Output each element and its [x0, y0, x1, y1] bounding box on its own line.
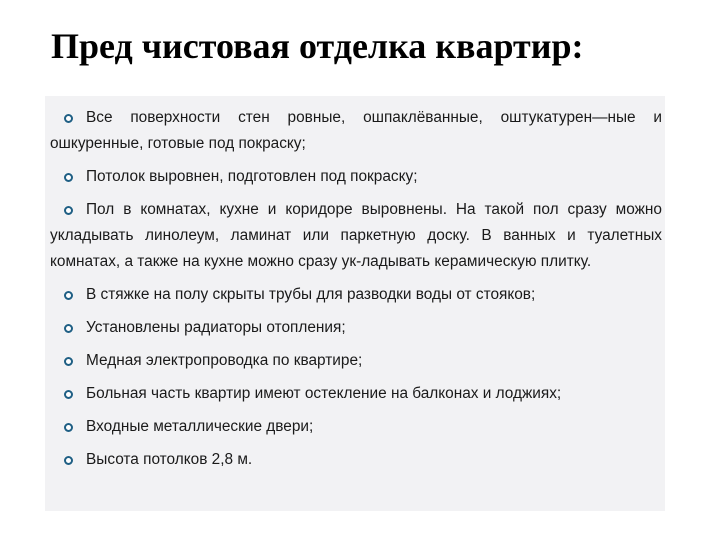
- bullet-text: Установлены радиаторы отопления;: [86, 319, 346, 336]
- bullet-circle-icon: [64, 456, 73, 465]
- bullet-text: Больная часть квартир имеют остекление на балконах и лоджиях;: [86, 385, 562, 402]
- bullet-circle-icon: [64, 114, 73, 123]
- bullet-circle-icon: [64, 423, 73, 432]
- bullet-item-doors: [50, 414, 662, 440]
- bullet-text: Медная электропроводка по квартире;: [86, 352, 363, 369]
- bullet-item-wiring: [50, 348, 662, 374]
- bullet-text: Высота потолков 2,8 м.: [86, 451, 253, 468]
- bullet-circle-icon: [64, 324, 73, 333]
- bullet-text: Потолок выровнен, подготовлен под покраску;: [86, 168, 418, 185]
- bullet-text: Входные металлические двери;: [86, 418, 314, 435]
- bullet-item-ceiling-height: [50, 447, 662, 473]
- bullet-item-floor: [50, 197, 662, 275]
- bullet-text: Все поверхности стен ровные, ошпаклёванные, оштукатурен—ные и ошкуренные, готовые под покраску;: [50, 109, 662, 152]
- bullet-text: Пол в комнатах, кухне и коридоре выровнены. На такой пол сразу можно укладывать линолеум, ламинат или паркетную доску. В ванных и туалетных комнатах, а также на кухне можно сразу ук-ладывать керамическую плитку.: [50, 201, 662, 270]
- bullet-item-ceiling: [50, 164, 662, 190]
- slide-title: Пред чистовая отделка квартир:: [51, 26, 584, 66]
- bullet-circle-icon: [64, 291, 73, 300]
- bullet-item-walls: [50, 105, 662, 157]
- bullet-circle-icon: [64, 390, 73, 399]
- bullet-item-pipes: [50, 282, 662, 308]
- bullet-circle-icon: [64, 206, 73, 215]
- bullet-item-glazing: [50, 381, 662, 407]
- bullet-text: В стяжке на полу скрыты трубы для разводки воды от стояков;: [86, 286, 536, 303]
- bullet-circle-icon: [64, 173, 73, 182]
- bullet-circle-icon: [64, 357, 73, 366]
- bullet-list: [50, 105, 662, 473]
- bullet-item-radiators: [50, 315, 662, 341]
